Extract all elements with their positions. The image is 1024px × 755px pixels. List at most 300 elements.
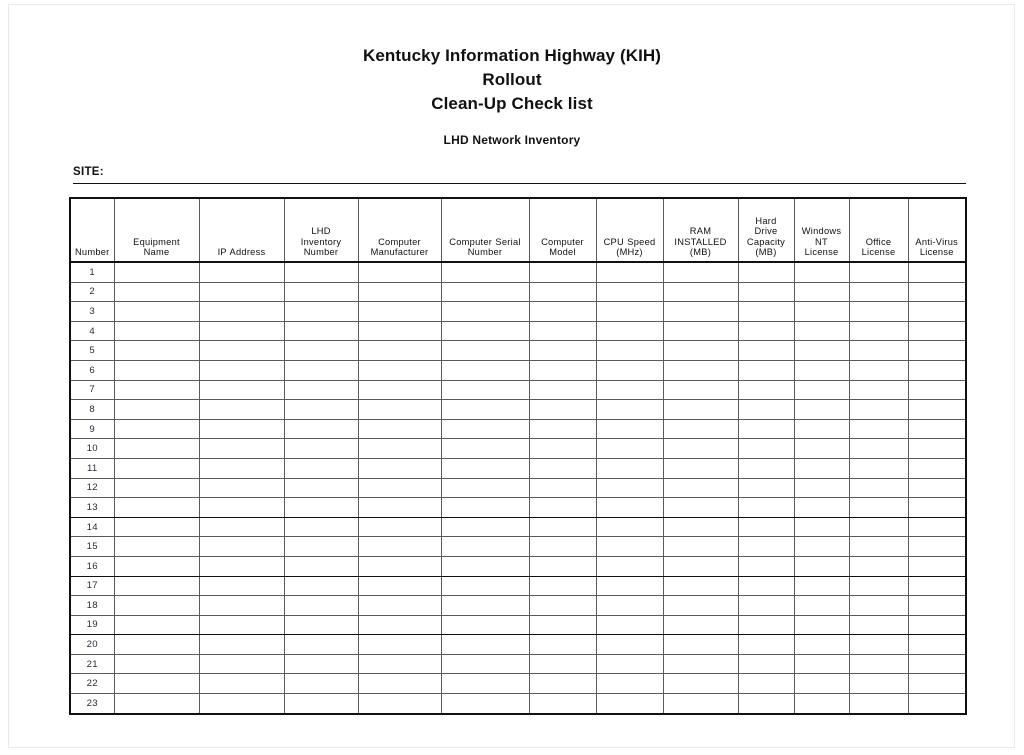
cell-computer-serial-number[interactable] [441, 439, 529, 459]
cell-equipment-name[interactable] [114, 674, 199, 694]
cell-ram-installed-mb[interactable] [663, 654, 738, 674]
cell-cpu-speed-mhz[interactable] [596, 556, 663, 576]
cell-ram-installed-mb[interactable] [663, 439, 738, 459]
table-row [70, 478, 966, 498]
cell-ram-installed-mb[interactable] [663, 694, 738, 714]
cell-equipment-name[interactable] [114, 419, 199, 439]
column-header-line: NT [815, 236, 828, 247]
cell-ip-address[interactable] [199, 282, 284, 302]
cell-ip-address[interactable] [199, 439, 284, 459]
cell-anti-virus-license[interactable] [908, 654, 966, 674]
cell-equipment-name[interactable] [114, 556, 199, 576]
title-line-3: Clean-Up Check list [431, 94, 593, 113]
cell-hard-drive-capacity-mb[interactable] [738, 537, 794, 557]
cell-equipment-name[interactable] [114, 458, 199, 478]
cell-computer-manufacturer[interactable] [358, 576, 441, 596]
cell-equipment-name[interactable] [114, 615, 199, 635]
cell-computer-serial-number[interactable] [441, 380, 529, 400]
cell-computer-manufacturer[interactable] [358, 674, 441, 694]
cell-anti-virus-license[interactable] [908, 635, 966, 655]
cell-anti-virus-license[interactable] [908, 576, 966, 596]
cell-anti-virus-license[interactable] [908, 498, 966, 518]
cell-lhd-inventory-number[interactable] [284, 654, 358, 674]
cell-computer-manufacturer[interactable] [358, 635, 441, 655]
cell-computer-manufacturer[interactable] [358, 556, 441, 576]
cell-computer-serial-number[interactable] [441, 321, 529, 341]
cell-computer-model[interactable] [529, 654, 596, 674]
cell-cpu-speed-mhz[interactable] [596, 498, 663, 518]
cell-equipment-name[interactable] [114, 576, 199, 596]
cell-computer-model[interactable] [529, 439, 596, 459]
cell-computer-manufacturer[interactable] [358, 282, 441, 302]
cell-ip-address[interactable] [199, 596, 284, 616]
row-number: 19 [70, 615, 114, 635]
cell-anti-virus-license[interactable] [908, 694, 966, 714]
cell-cpu-speed-mhz[interactable] [596, 596, 663, 616]
cell-lhd-inventory-number[interactable] [284, 360, 358, 380]
cell-windows-nt-license[interactable] [794, 400, 849, 420]
cell-office-license[interactable] [849, 694, 908, 714]
cell-ip-address[interactable] [199, 458, 284, 478]
cell-hard-drive-capacity-mb[interactable] [738, 517, 794, 537]
cell-anti-virus-license[interactable] [908, 360, 966, 380]
cell-hard-drive-capacity-mb[interactable] [738, 321, 794, 341]
cell-ram-installed-mb[interactable] [663, 517, 738, 537]
cell-lhd-inventory-number[interactable] [284, 537, 358, 557]
cell-computer-serial-number[interactable] [441, 419, 529, 439]
cell-computer-model[interactable] [529, 321, 596, 341]
cell-windows-nt-license[interactable] [794, 517, 849, 537]
cell-computer-serial-number[interactable] [441, 615, 529, 635]
cell-ip-address[interactable] [199, 654, 284, 674]
cell-computer-serial-number[interactable] [441, 596, 529, 616]
cell-anti-virus-license[interactable] [908, 556, 966, 576]
cell-anti-virus-license[interactable] [908, 262, 966, 282]
cell-lhd-inventory-number[interactable] [284, 576, 358, 596]
cell-anti-virus-license[interactable] [908, 458, 966, 478]
cell-cpu-speed-mhz[interactable] [596, 262, 663, 282]
cell-ram-installed-mb[interactable] [663, 380, 738, 400]
cell-ram-installed-mb[interactable] [663, 400, 738, 420]
cell-computer-manufacturer[interactable] [358, 694, 441, 714]
cell-office-license[interactable] [849, 262, 908, 282]
row-number: 11 [70, 458, 114, 478]
cell-windows-nt-license[interactable] [794, 478, 849, 498]
cell-equipment-name[interactable] [114, 537, 199, 557]
cell-equipment-name[interactable] [114, 654, 199, 674]
cell-cpu-speed-mhz[interactable] [596, 654, 663, 674]
cell-computer-serial-number[interactable] [441, 262, 529, 282]
cell-hard-drive-capacity-mb[interactable] [738, 674, 794, 694]
cell-equipment-name[interactable] [114, 596, 199, 616]
cell-windows-nt-license[interactable] [794, 694, 849, 714]
cell-computer-manufacturer[interactable] [358, 400, 441, 420]
cell-computer-manufacturer[interactable] [358, 654, 441, 674]
cell-ram-installed-mb[interactable] [663, 674, 738, 694]
cell-lhd-inventory-number[interactable] [284, 478, 358, 498]
cell-office-license[interactable] [849, 321, 908, 341]
cell-cpu-speed-mhz[interactable] [596, 321, 663, 341]
cell-computer-serial-number[interactable] [441, 654, 529, 674]
table-body [70, 262, 966, 714]
cell-ip-address[interactable] [199, 674, 284, 694]
cell-ip-address[interactable] [199, 341, 284, 361]
cell-computer-model[interactable] [529, 517, 596, 537]
cell-computer-serial-number[interactable] [441, 674, 529, 694]
cell-lhd-inventory-number[interactable] [284, 419, 358, 439]
cell-equipment-name[interactable] [114, 498, 199, 518]
cell-office-license[interactable] [849, 380, 908, 400]
cell-cpu-speed-mhz[interactable] [596, 360, 663, 380]
cell-computer-serial-number[interactable] [441, 478, 529, 498]
cell-cpu-speed-mhz[interactable] [596, 341, 663, 361]
cell-ip-address[interactable] [199, 321, 284, 341]
cell-ip-address[interactable] [199, 262, 284, 282]
cell-cpu-speed-mhz[interactable] [596, 439, 663, 459]
cell-anti-virus-license[interactable] [908, 439, 966, 459]
cell-windows-nt-license[interactable] [794, 262, 849, 282]
cell-lhd-inventory-number[interactable] [284, 439, 358, 459]
cell-ip-address[interactable] [199, 478, 284, 498]
cell-ram-installed-mb[interactable] [663, 419, 738, 439]
cell-computer-model[interactable] [529, 380, 596, 400]
cell-computer-manufacturer[interactable] [358, 262, 441, 282]
cell-equipment-name[interactable] [114, 282, 199, 302]
cell-office-license[interactable] [849, 654, 908, 674]
cell-windows-nt-license[interactable] [794, 654, 849, 674]
cell-anti-virus-license[interactable] [908, 674, 966, 694]
cell-hard-drive-capacity-mb[interactable] [738, 380, 794, 400]
cell-computer-manufacturer[interactable] [358, 615, 441, 635]
cell-office-license[interactable] [849, 596, 908, 616]
cell-hard-drive-capacity-mb[interactable] [738, 654, 794, 674]
cell-ram-installed-mb[interactable] [663, 556, 738, 576]
cell-ip-address[interactable] [199, 537, 284, 557]
title-line-1: Kentucky Information Highway (KIH) [362, 46, 662, 65]
cell-windows-nt-license[interactable] [794, 498, 849, 518]
cell-computer-serial-number[interactable] [441, 576, 529, 596]
cell-cpu-speed-mhz[interactable] [596, 537, 663, 557]
cell-computer-manufacturer[interactable] [358, 596, 441, 616]
cell-computer-serial-number[interactable] [441, 556, 529, 576]
lhd-network-inventory-table [69, 197, 967, 715]
cell-office-license[interactable] [849, 517, 908, 537]
cell-computer-serial-number[interactable] [441, 458, 529, 478]
cell-anti-virus-license[interactable] [908, 302, 966, 322]
cell-ram-installed-mb[interactable] [663, 596, 738, 616]
cell-lhd-inventory-number[interactable] [284, 674, 358, 694]
cell-office-license[interactable] [849, 360, 908, 380]
cell-windows-nt-license[interactable] [794, 419, 849, 439]
cell-computer-model[interactable] [529, 556, 596, 576]
cell-hard-drive-capacity-mb[interactable] [738, 282, 794, 302]
cell-windows-nt-license[interactable] [794, 321, 849, 341]
cell-ram-installed-mb[interactable] [663, 262, 738, 282]
cell-hard-drive-capacity-mb[interactable] [738, 615, 794, 635]
cell-windows-nt-license[interactable] [794, 615, 849, 635]
cell-ip-address[interactable] [199, 498, 284, 518]
cell-ram-installed-mb[interactable] [663, 360, 738, 380]
cell-windows-nt-license[interactable] [794, 302, 849, 322]
cell-computer-serial-number[interactable] [441, 498, 529, 518]
cell-ram-installed-mb[interactable] [663, 635, 738, 655]
cell-computer-manufacturer[interactable] [358, 458, 441, 478]
cell-anti-virus-license[interactable] [908, 282, 966, 302]
cell-office-license[interactable] [849, 556, 908, 576]
cell-cpu-speed-mhz[interactable] [596, 478, 663, 498]
cell-windows-nt-license[interactable] [794, 439, 849, 459]
cell-anti-virus-license[interactable] [908, 615, 966, 635]
cell-ip-address[interactable] [199, 694, 284, 714]
cell-cpu-speed-mhz[interactable] [596, 400, 663, 420]
cell-computer-serial-number[interactable] [441, 537, 529, 557]
cell-ip-address[interactable] [199, 615, 284, 635]
cell-office-license[interactable] [849, 458, 908, 478]
cell-lhd-inventory-number[interactable] [284, 302, 358, 322]
cell-ram-installed-mb[interactable] [663, 282, 738, 302]
cell-ip-address[interactable] [199, 400, 284, 420]
cell-lhd-inventory-number[interactable] [284, 458, 358, 478]
column-header-ip-address [199, 198, 284, 262]
cell-computer-serial-number[interactable] [441, 400, 529, 420]
table-row [70, 596, 966, 616]
cell-computer-model[interactable] [529, 302, 596, 322]
cell-computer-serial-number[interactable] [441, 341, 529, 361]
cell-anti-virus-license[interactable] [908, 341, 966, 361]
cell-windows-nt-license[interactable] [794, 556, 849, 576]
cell-computer-manufacturer[interactable] [358, 439, 441, 459]
cell-cpu-speed-mhz[interactable] [596, 615, 663, 635]
cell-cpu-speed-mhz[interactable] [596, 380, 663, 400]
row-number: 17 [70, 576, 114, 596]
cell-office-license[interactable] [849, 576, 908, 596]
cell-hard-drive-capacity-mb[interactable] [738, 694, 794, 714]
cell-computer-manufacturer[interactable] [358, 321, 441, 341]
cell-office-license[interactable] [849, 419, 908, 439]
cell-computer-manufacturer[interactable] [358, 537, 441, 557]
cell-hard-drive-capacity-mb[interactable] [738, 302, 794, 322]
row-number: 23 [70, 694, 114, 714]
cell-lhd-inventory-number[interactable] [284, 341, 358, 361]
cell-windows-nt-license[interactable] [794, 576, 849, 596]
cell-hard-drive-capacity-mb[interactable] [738, 596, 794, 616]
cell-anti-virus-license[interactable] [908, 419, 966, 439]
cell-anti-virus-license[interactable] [908, 596, 966, 616]
cell-computer-serial-number[interactable] [441, 360, 529, 380]
cell-office-license[interactable] [849, 635, 908, 655]
cell-lhd-inventory-number[interactable] [284, 694, 358, 714]
cell-ram-installed-mb[interactable] [663, 537, 738, 557]
cell-ram-installed-mb[interactable] [663, 458, 738, 478]
cell-computer-manufacturer[interactable] [358, 517, 441, 537]
cell-computer-model[interactable] [529, 262, 596, 282]
cell-windows-nt-license[interactable] [794, 596, 849, 616]
cell-equipment-name[interactable] [114, 400, 199, 420]
cell-computer-manufacturer[interactable] [358, 302, 441, 322]
cell-cpu-speed-mhz[interactable] [596, 674, 663, 694]
column-header-line: License [919, 247, 954, 258]
cell-hard-drive-capacity-mb[interactable] [738, 360, 794, 380]
cell-windows-nt-license[interactable] [794, 674, 849, 694]
cell-computer-manufacturer[interactable] [358, 498, 441, 518]
cell-cpu-speed-mhz[interactable] [596, 517, 663, 537]
cell-computer-serial-number[interactable] [441, 302, 529, 322]
cell-ram-installed-mb[interactable] [663, 615, 738, 635]
cell-windows-nt-license[interactable] [794, 537, 849, 557]
cell-ram-installed-mb[interactable] [663, 576, 738, 596]
cell-windows-nt-license[interactable] [794, 635, 849, 655]
cell-hard-drive-capacity-mb[interactable] [738, 576, 794, 596]
cell-hard-drive-capacity-mb[interactable] [738, 458, 794, 478]
cell-office-license[interactable] [849, 674, 908, 694]
cell-lhd-inventory-number[interactable] [284, 400, 358, 420]
cell-computer-model[interactable] [529, 360, 596, 380]
cell-lhd-inventory-number[interactable] [284, 517, 358, 537]
cell-cpu-speed-mhz[interactable] [596, 458, 663, 478]
cell-office-license[interactable] [849, 341, 908, 361]
cell-office-license[interactable] [849, 615, 908, 635]
cell-ip-address[interactable] [199, 360, 284, 380]
cell-computer-model[interactable] [529, 615, 596, 635]
column-header-line: Capacity [746, 236, 786, 247]
cell-computer-manufacturer[interactable] [358, 341, 441, 361]
cell-computer-model[interactable] [529, 478, 596, 498]
cell-computer-model[interactable] [529, 419, 596, 439]
cell-computer-manufacturer[interactable] [358, 360, 441, 380]
table-row [70, 674, 966, 694]
cell-windows-nt-license[interactable] [794, 341, 849, 361]
cell-equipment-name[interactable] [114, 635, 199, 655]
cell-lhd-inventory-number[interactable] [284, 615, 358, 635]
cell-cpu-speed-mhz[interactable] [596, 694, 663, 714]
cell-anti-virus-license[interactable] [908, 321, 966, 341]
cell-lhd-inventory-number[interactable] [284, 556, 358, 576]
cell-ip-address[interactable] [199, 556, 284, 576]
cell-ip-address[interactable] [199, 302, 284, 322]
cell-hard-drive-capacity-mb[interactable] [738, 400, 794, 420]
cell-windows-nt-license[interactable] [794, 380, 849, 400]
cell-windows-nt-license[interactable] [794, 360, 849, 380]
cell-ram-installed-mb[interactable] [663, 478, 738, 498]
cell-computer-manufacturer[interactable] [358, 380, 441, 400]
cell-computer-model[interactable] [529, 694, 596, 714]
cell-lhd-inventory-number[interactable] [284, 498, 358, 518]
cell-office-license[interactable] [849, 537, 908, 557]
cell-hard-drive-capacity-mb[interactable] [738, 439, 794, 459]
cell-ram-installed-mb[interactable] [663, 321, 738, 341]
cell-equipment-name[interactable] [114, 517, 199, 537]
cell-windows-nt-license[interactable] [794, 282, 849, 302]
cell-computer-model[interactable] [529, 458, 596, 478]
cell-hard-drive-capacity-mb[interactable] [738, 478, 794, 498]
cell-equipment-name[interactable] [114, 360, 199, 380]
cell-office-license[interactable] [849, 439, 908, 459]
cell-anti-virus-license[interactable] [908, 400, 966, 420]
cell-cpu-speed-mhz[interactable] [596, 635, 663, 655]
row-number: 18 [70, 596, 114, 616]
cell-equipment-name[interactable] [114, 694, 199, 714]
cell-equipment-name[interactable] [114, 439, 199, 459]
cell-computer-serial-number[interactable] [441, 694, 529, 714]
cell-equipment-name[interactable] [114, 262, 199, 282]
cell-computer-model[interactable] [529, 635, 596, 655]
cell-cpu-speed-mhz[interactable] [596, 419, 663, 439]
cell-equipment-name[interactable] [114, 380, 199, 400]
cell-cpu-speed-mhz[interactable] [596, 576, 663, 596]
cell-office-license[interactable] [849, 302, 908, 322]
cell-computer-model[interactable] [529, 400, 596, 420]
cell-hard-drive-capacity-mb[interactable] [738, 341, 794, 361]
cell-ip-address[interactable] [199, 517, 284, 537]
cell-computer-model[interactable] [529, 282, 596, 302]
cell-anti-virus-license[interactable] [908, 478, 966, 498]
cell-office-license[interactable] [849, 282, 908, 302]
cell-hard-drive-capacity-mb[interactable] [738, 262, 794, 282]
cell-office-license[interactable] [849, 478, 908, 498]
cell-hard-drive-capacity-mb[interactable] [738, 419, 794, 439]
cell-lhd-inventory-number[interactable] [284, 380, 358, 400]
cell-computer-model[interactable] [529, 341, 596, 361]
cell-cpu-speed-mhz[interactable] [596, 282, 663, 302]
cell-lhd-inventory-number[interactable] [284, 282, 358, 302]
cell-lhd-inventory-number[interactable] [284, 321, 358, 341]
cell-computer-model[interactable] [529, 576, 596, 596]
cell-anti-virus-license[interactable] [908, 537, 966, 557]
cell-windows-nt-license[interactable] [794, 458, 849, 478]
cell-hard-drive-capacity-mb[interactable] [738, 635, 794, 655]
cell-equipment-name[interactable] [114, 302, 199, 322]
cell-lhd-inventory-number[interactable] [284, 635, 358, 655]
cell-ram-installed-mb[interactable] [663, 341, 738, 361]
cell-ip-address[interactable] [199, 576, 284, 596]
column-header-line: RAM [689, 226, 712, 237]
cell-computer-serial-number[interactable] [441, 635, 529, 655]
column-header-line: LHD [311, 226, 331, 237]
cell-ram-installed-mb[interactable] [663, 302, 738, 322]
cell-lhd-inventory-number[interactable] [284, 596, 358, 616]
cell-office-license[interactable] [849, 400, 908, 420]
cell-computer-model[interactable] [529, 498, 596, 518]
table-row [70, 282, 966, 302]
cell-lhd-inventory-number[interactable] [284, 262, 358, 282]
cell-equipment-name[interactable] [114, 341, 199, 361]
cell-ip-address[interactable] [199, 380, 284, 400]
cell-computer-model[interactable] [529, 674, 596, 694]
cell-anti-virus-license[interactable] [908, 517, 966, 537]
cell-ip-address[interactable] [199, 635, 284, 655]
row-number: 15 [70, 537, 114, 557]
site-write-in-line[interactable] [73, 183, 966, 184]
cell-anti-virus-license[interactable] [908, 380, 966, 400]
row-number: 3 [70, 302, 114, 322]
cell-hard-drive-capacity-mb[interactable] [738, 556, 794, 576]
cell-equipment-name[interactable] [114, 321, 199, 341]
column-header-line: Drive [754, 226, 778, 237]
cell-ram-installed-mb[interactable] [663, 498, 738, 518]
cell-cpu-speed-mhz[interactable] [596, 302, 663, 322]
cell-computer-serial-number[interactable] [441, 517, 529, 537]
cell-computer-serial-number[interactable] [441, 282, 529, 302]
cell-computer-manufacturer[interactable] [358, 478, 441, 498]
cell-computer-manufacturer[interactable] [358, 419, 441, 439]
cell-computer-model[interactable] [529, 596, 596, 616]
cell-hard-drive-capacity-mb[interactable] [738, 498, 794, 518]
cell-computer-model[interactable] [529, 537, 596, 557]
cell-ip-address[interactable] [199, 419, 284, 439]
cell-office-license[interactable] [849, 498, 908, 518]
cell-equipment-name[interactable] [114, 478, 199, 498]
column-header-computer-serial-number [441, 198, 529, 262]
